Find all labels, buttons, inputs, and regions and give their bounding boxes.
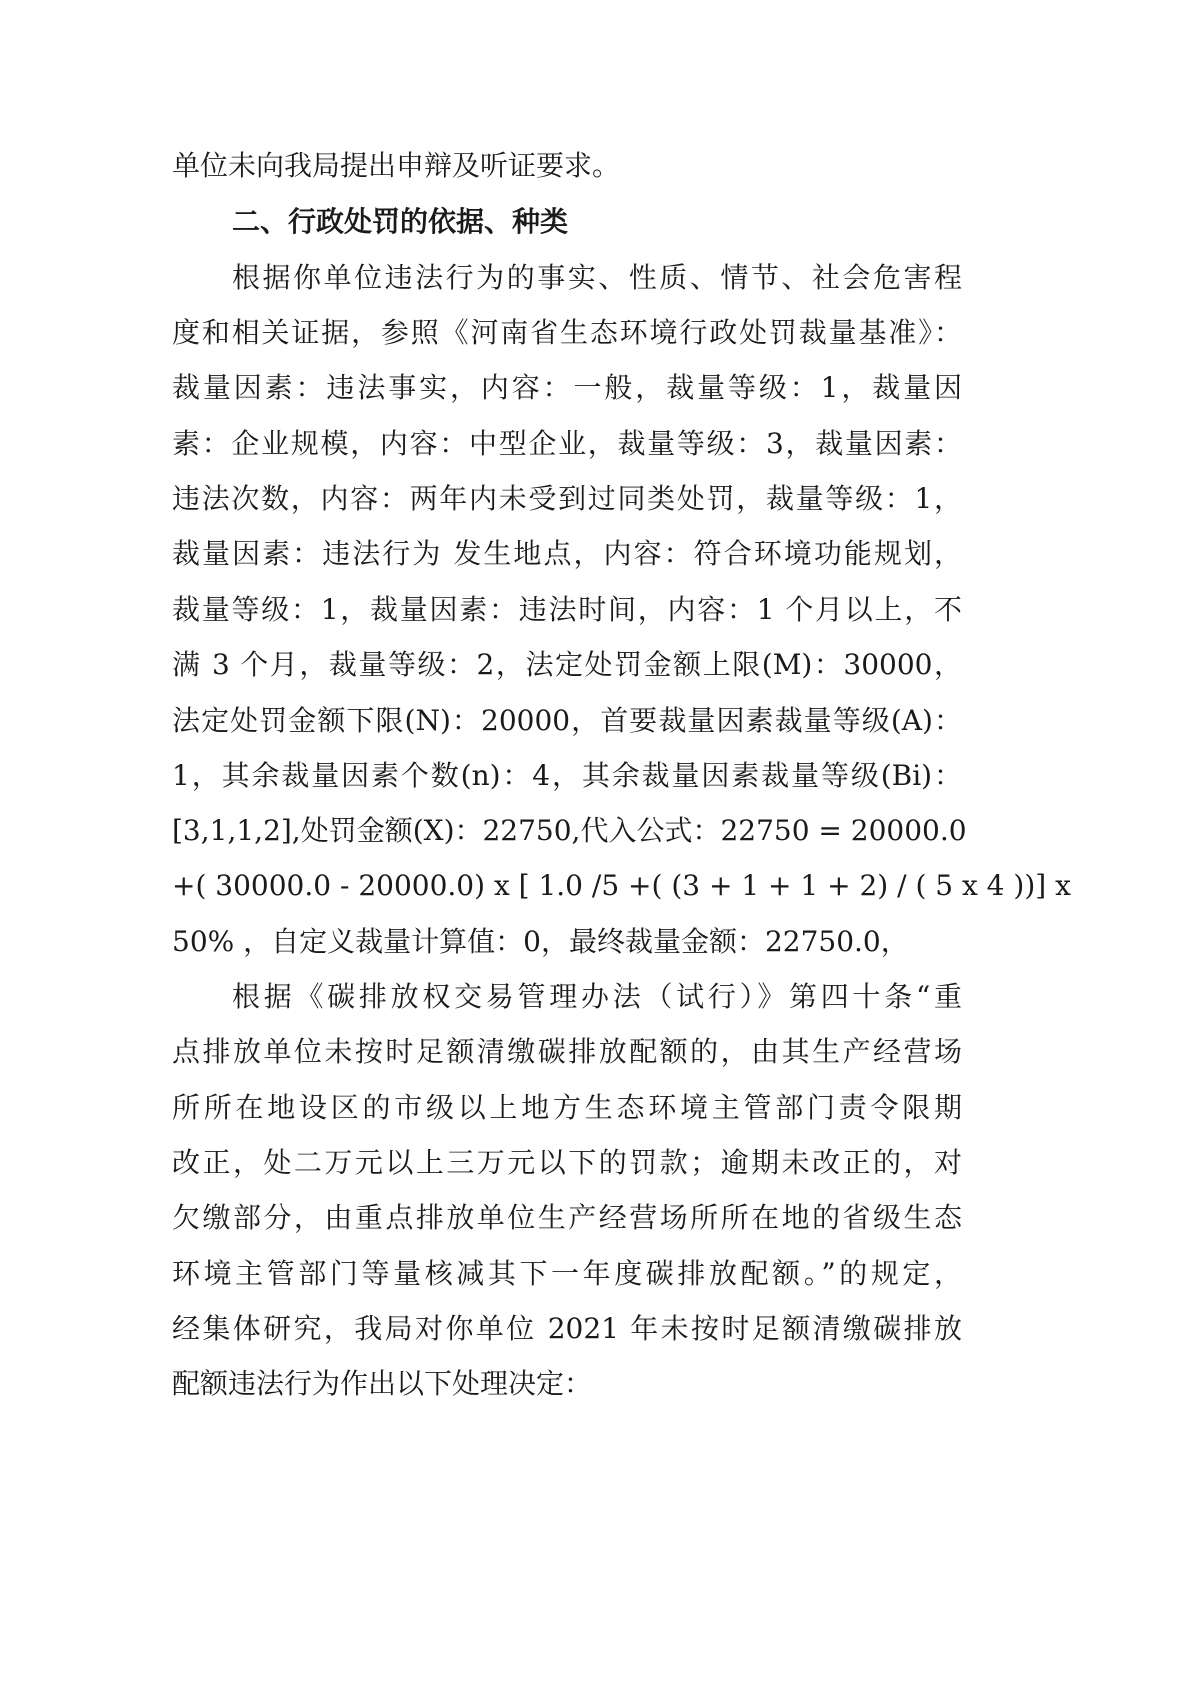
text-line: 欠缴部分，由重点排放单位生产经营场所所在地的省级生态 xyxy=(172,1201,962,1234)
text-line: 裁量因素：违法事实，内容：一般，裁量等级：1，裁量因 xyxy=(172,371,962,404)
text-line: 根据你单位违法行为的事实、性质、情节、社会危害程 xyxy=(232,261,962,294)
text-line: 根据《碳排放权交易管理办法（试行）》第四十条“重 xyxy=(232,980,962,1013)
text-line: [3,1,1,2],处罚金额(X)：22750,代入公式：22750 = 20000.0 xyxy=(172,814,967,847)
text-line: 单位未向我局提出申辩及听证要求。 xyxy=(172,149,621,182)
text-line: +( 30000.0 - 20000.0) x [ 1.0 /5 +( (3 + 1 + 1 + 2) / ( 5 x 4 ))] x xyxy=(172,869,1071,902)
text-line: 50% ，自定义裁量计算值：0，最终裁量金额：22750.0， xyxy=(172,925,909,958)
text-line: 素：企业规模，内容：中型企业，裁量等级：3，裁量因素： xyxy=(172,427,962,460)
text-line: 经集体研究，我局对你单位 2021 年未按时足额清缴碳排放 xyxy=(172,1312,962,1345)
text-line: 裁量因素：违法行为 发生地点，内容：符合环境功能规划， xyxy=(172,537,962,570)
text-line: 所所在地设区的市级以上地方生态环境主管部门责令限期 xyxy=(172,1091,962,1124)
text-line: 裁量等级：1，裁量因素：违法时间，内容：1 个月以上，不 xyxy=(172,593,962,626)
text-line: 改正，处二万元以上三万元以下的罚款；逾期未改正的，对 xyxy=(172,1146,962,1179)
text-line: 满 3 个月，裁量等级：2，法定处罚金额上限(M)：30000， xyxy=(172,648,962,681)
section-heading: 二、行政处罚的依据、种类 xyxy=(232,205,569,238)
text-line: 点排放单位未按时足额清缴碳排放配额的，由其生产经营场 xyxy=(172,1035,962,1068)
text-line: 法定处罚金额下限(N)：20000，首要裁量因素裁量等级(A)： xyxy=(172,704,962,737)
text-line: 度和相关证据，参照《河南省生态环境行政处罚裁量基准》： xyxy=(172,316,962,349)
text-line: 环境主管部门等量核减其下一年度碳排放配额。”的规定， xyxy=(172,1257,962,1290)
text-line: 违法次数，内容：两年内未受到过同类处罚，裁量等级：1， xyxy=(172,482,962,515)
text-line: 1，其余裁量因素个数(n)：4，其余裁量因素裁量等级(Bi)： xyxy=(172,759,962,792)
text-line: 配额违法行为作出以下处理决定： xyxy=(172,1367,593,1400)
